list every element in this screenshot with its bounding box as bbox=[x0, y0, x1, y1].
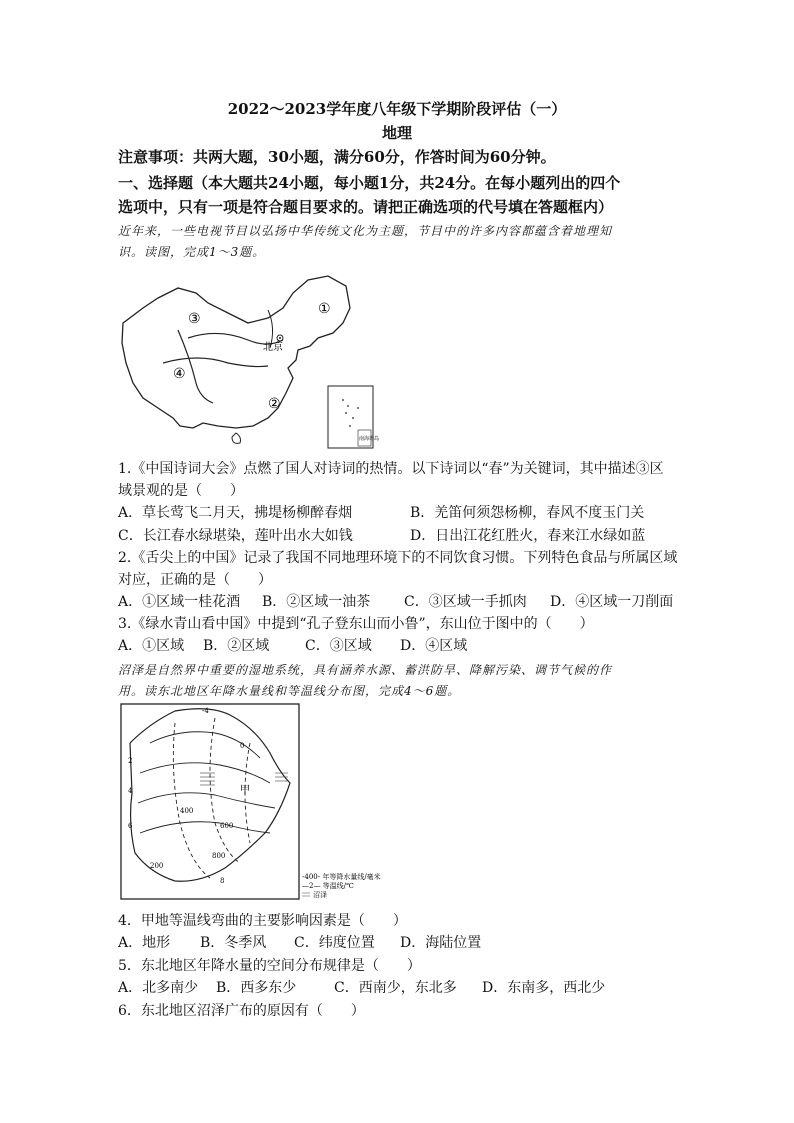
q2-stem-line1: 2.《舌尖上的中国》记录了我国不同地理环境下的不同饮食习惯。下列特色食品与所属区域 bbox=[118, 550, 678, 566]
intro1-line2: 识。读图，完成1～3题。 bbox=[118, 245, 266, 259]
q6-stem: 6．东北地区沼泽广布的原因有（ ） bbox=[118, 1003, 365, 1019]
china-outline bbox=[122, 276, 350, 428]
q2-option-c[interactable]: C．③区域一手抓肉 bbox=[404, 594, 527, 610]
q4-option-c[interactable]: C．纬度位置 bbox=[294, 935, 375, 951]
precip-800-label: 800 bbox=[212, 852, 226, 860]
q5-stem: 5．东北地区年降水量的空间分布规律是（ ） bbox=[118, 958, 421, 974]
isotherm-0-label: 0 bbox=[240, 742, 245, 750]
q2-option-d[interactable]: D．④区域一刀削面 bbox=[550, 594, 674, 610]
q1-option-b[interactable]: B．羌笛何须怨杨柳，春风不度玉门关 bbox=[410, 505, 645, 521]
q2-option-b[interactable]: B．②区域一油茶 bbox=[262, 594, 371, 610]
q2-option-a[interactable]: A．①区域一桂花酒 bbox=[118, 594, 241, 610]
exam-title: 2022～2023学年度八年级下学期阶段评估（一） bbox=[227, 100, 567, 118]
q3-option-c[interactable]: C．③区域 bbox=[305, 638, 372, 654]
subject-title: 地理 bbox=[381, 124, 412, 142]
map-frame bbox=[121, 704, 299, 899]
notice: 注意事项：共两大题，30小题，满分60分，作答时间为60分钟。 bbox=[118, 148, 556, 166]
q1-option-c[interactable]: C．长江春水绿堪染，莲叶出水大如钱 bbox=[118, 528, 353, 544]
northeast-isoline-map bbox=[120, 703, 381, 901]
china-map-svg bbox=[118, 268, 378, 453]
isotherm-6-label: 6 bbox=[128, 822, 133, 830]
q5-option-d[interactable]: D．东南多，西北少 bbox=[482, 980, 606, 996]
intro2-line1: 沼泽是自然界中重要的湿地系统，具有涵养水源、蓄洪防旱、降解污染、调节气候的作 bbox=[118, 663, 613, 677]
isotherm-8-label: 8 bbox=[220, 877, 225, 885]
legend-isotherm: —2— 等温线/℃ bbox=[302, 882, 354, 890]
legend-marsh-symbol bbox=[302, 893, 310, 896]
q1-stem-line2: 域景观的是（ ） bbox=[118, 483, 244, 499]
section1-heading-line2: 选项中，只有一项是符合题目要求的。请把正确选项的代号填在答题框内） bbox=[118, 198, 614, 216]
q5-option-c[interactable]: C．西南少，东北多 bbox=[334, 980, 457, 996]
inset-label: 南海诸岛 bbox=[359, 436, 380, 442]
china-regions-map bbox=[118, 268, 378, 453]
beijing-label: 北京 bbox=[263, 342, 283, 353]
section1-heading-line1: 一、选择题（本大题共24小题，每小题1分，共24分。在每小题列出的四个 bbox=[118, 174, 621, 192]
legend-precip: -400- 年等降水量线/毫米 bbox=[302, 873, 381, 881]
q5-option-a[interactable]: A．北多南少 bbox=[118, 980, 199, 996]
q1-stem-line1: 1.《中国诗词大会》点燃了国人对诗词的热情。以下诗词以“春”为关键词，其中描述③区 bbox=[118, 461, 664, 477]
q3-option-b[interactable]: B．②区域 bbox=[203, 638, 270, 654]
q4-option-d[interactable]: D．海陆位置 bbox=[400, 935, 482, 951]
intro1-line1: 近年来，一些电视节目以弘扬中华传统文化为主题，节目中的许多内容都蕴含着地理知 bbox=[118, 224, 613, 238]
region-2-label: ② bbox=[268, 396, 281, 412]
q4-stem: 4．甲地等温线弯曲的主要影响因素是（ ） bbox=[118, 913, 407, 929]
legend-marsh: 沼泽 bbox=[313, 891, 327, 899]
isotherm-minus4-label: -4 bbox=[202, 707, 209, 715]
location-jia-label: 甲 bbox=[240, 785, 250, 796]
hainan-island bbox=[232, 433, 241, 443]
q3-option-a[interactable]: A．①区域 bbox=[118, 638, 185, 654]
region-3-label: ③ bbox=[188, 311, 201, 327]
q3-stem: 3.《绿水青山看中国》中提到“孔子登东山而小鲁”，东山位于图中的（ ） bbox=[118, 616, 594, 632]
region-4-label: ④ bbox=[173, 366, 186, 382]
q1-option-d[interactable]: D．日出江花红胜火，春来江水绿如蓝 bbox=[410, 528, 646, 544]
precip-200-label: 200 bbox=[150, 862, 164, 870]
northeast-map-svg bbox=[120, 703, 381, 901]
q3-option-d[interactable]: D．④区域 bbox=[400, 638, 468, 654]
q2-stem-line2: 对应，正确的是（ ） bbox=[118, 572, 272, 588]
q1-option-a[interactable]: A．草长莺飞二月天，拂堤杨柳醉春烟 bbox=[118, 505, 353, 521]
q4-option-a[interactable]: A．地形 bbox=[118, 935, 171, 951]
region-1-label: ① bbox=[318, 301, 331, 317]
precip-400-label: 400 bbox=[180, 807, 194, 815]
isotherm-4-label: 4 bbox=[128, 787, 133, 795]
precip-600-label: 600 bbox=[220, 822, 234, 830]
q5-option-b[interactable]: B．西多东少 bbox=[216, 980, 297, 996]
intro2-line2: 用。读东北地区年降水量线和等温线分布图，完成4～6题。 bbox=[118, 684, 461, 698]
isotherm-2-label: 2 bbox=[128, 757, 133, 765]
q4-option-b[interactable]: B．冬季风 bbox=[200, 935, 267, 951]
